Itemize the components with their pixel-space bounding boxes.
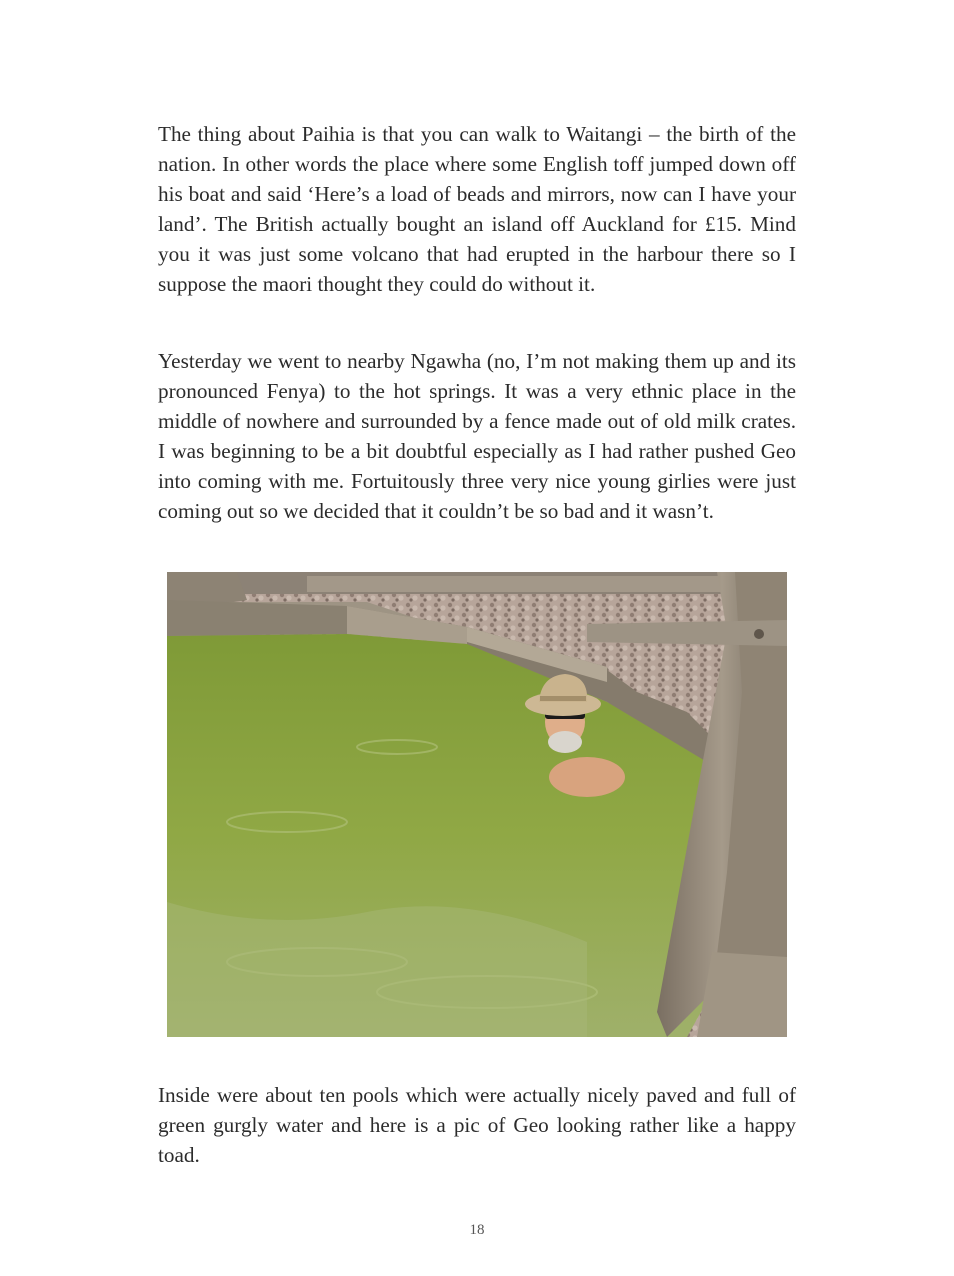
hot-spring-photo bbox=[167, 572, 787, 1037]
page-number: 18 bbox=[469, 1222, 485, 1238]
paragraph-paihia: The thing about Paihia is that you can walk to Waitangi – the birth of the nation. In other words the place where some English toff jumped down off his boat and said ‘Here’s a load of beads and mirrors, now can I have your land’. The British actually bought an island off Auckland for £15. Mind you it was just some volcano that had erupted in the harbour there so I suppose the maori thought they could do without it. bbox=[158, 122, 796, 296]
paragraph-pools: Inside were about ten pools which were actually nicely paved and full of green gurgly water and here is a pic of Geo looking rather like a happy toad. bbox=[158, 1083, 796, 1167]
paragraph-ngawha: Yesterday we went to nearby Ngawha (no, I’m not making them up and its pronounced Fenya) to the hot springs. It was a very ethnic place in the middle of nowhere and surrounded by a fence made out of old milk crates. I was beginning to be a bit doubtful especially as I had rather pushed Geo into coming with me. Fortuitously three very nice young girlies were just coming out so we decided that it couldn’t be so bad and it wasn’t. bbox=[158, 349, 796, 523]
hot-spring-photo-illustration bbox=[167, 572, 787, 1037]
